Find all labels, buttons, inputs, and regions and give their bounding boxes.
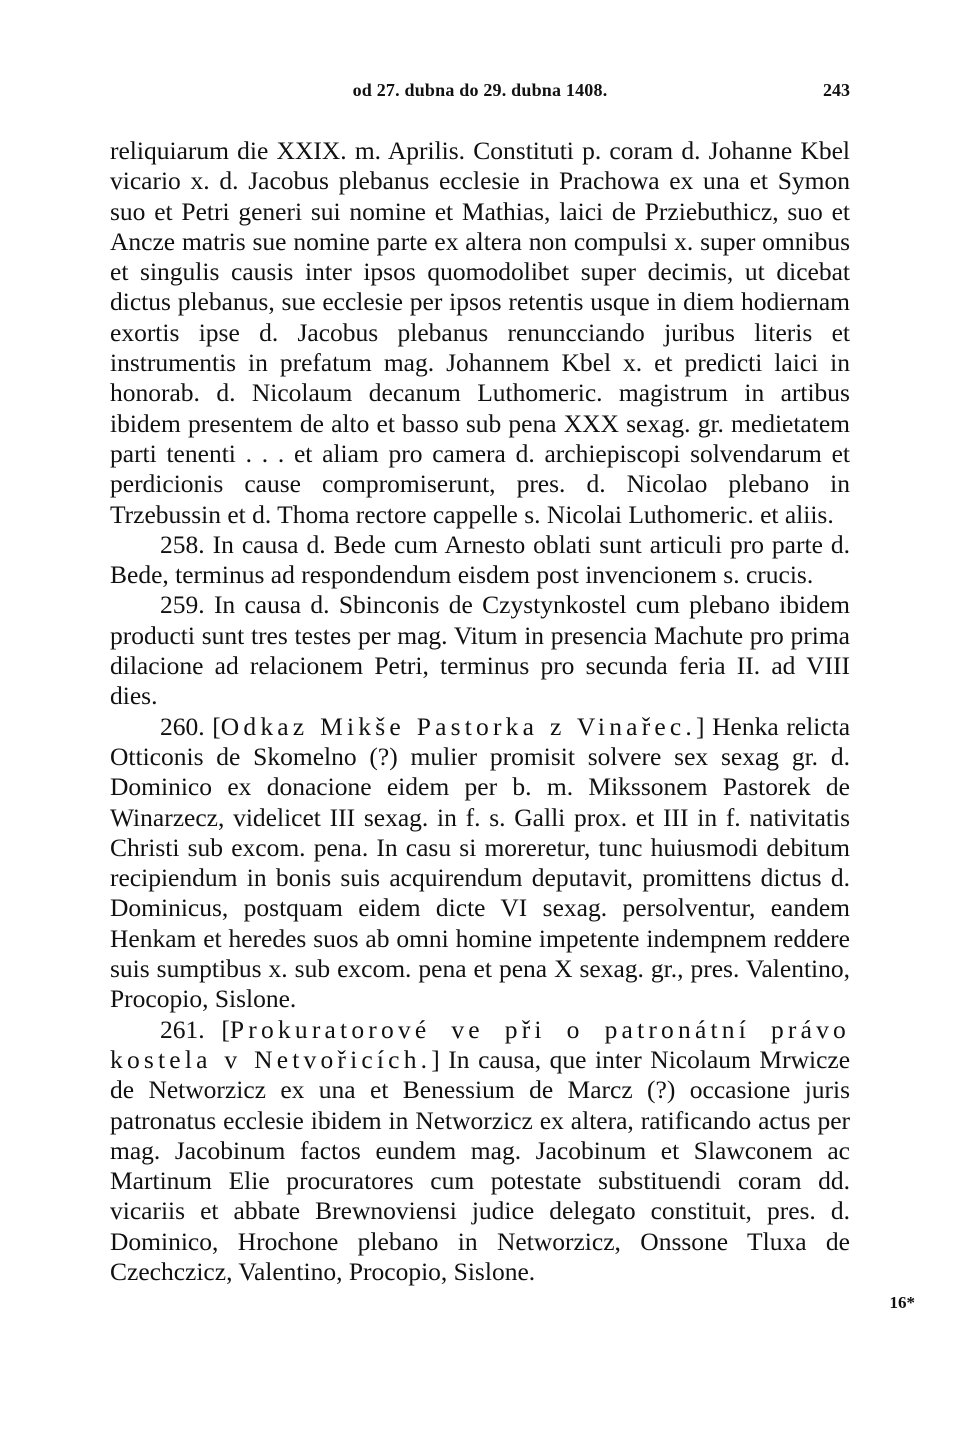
body-text	[110, 136, 850, 1287]
running-head	[110, 70, 850, 110]
entry-number: 258.	[160, 529, 205, 559]
entry-text: In causa, que inter Nicolaum Mrwicze de Networzicz ex una et Benessium de Marcz (?) occasione juris patronatus ecclesie ibidem in Networzicz ex altera, ratificando actus per mag. Jacobinum factos eundem mag. Jacobinum et Slawconem ac Martinum Elie procuratores cum potestate substituendi coram dd. vicariis et abbate Brewnoviensi judice delegato constituit, pres. d. Dominico, Hrochone plebano in Networzicz, Onssone Tluxa de Czechczicz, Valentino, Procopio, Sislone.	[110, 1044, 851, 1286]
entry-heading: Prokuratorové ve při o patronátní právo kostela v Netvořicích.	[110, 1014, 851, 1074]
entry-text: In causa d. Sbinconis de Czystynkostel cum plebano ibidem producti sunt tres testes per mag. Vitum in presencia Machute pro prima dilacione ad relacionem Petri, terminus pro secunda feria II. ad VIII dies.	[110, 590, 850, 711]
entry-heading: Odkaz Mikše Pastorka z Vinařec.	[220, 711, 696, 741]
entry-258	[110, 530, 850, 591]
entry-text: In causa d. Bede cum Arnesto oblati sunt articuli pro parte d. Bede, terminus ad respondendum eisdem post invencionem s. crucis.	[110, 529, 851, 590]
entry-text: Henka relicta Otticonis de Skomelno (?) mulier promisit solvere sex sexag gr. d. Dominico ex donacione eidem per b. m. Mikssonem Pastorek de Winarzecz, videlicet III sexag. in f. s. Galli prox. et III in f. nativitatis Christi sub excom. pena. In casu si moreretur, tunc huiusmodi debitum recipiendum in bonis suis acquirendum deputavit, promittens dictus d. Dominicus, postquam eidem dicte VI sexag. persolventur, eandem Henkam et heredes suos ab omni homine impetente indempnem reddere suis sumptibus x. sub excom. pena et pena X sexag. gr., pres. Valentino, Procopio, Sislone.	[110, 711, 851, 1014]
heading-close-bracket: ]	[696, 711, 705, 741]
running-title: od 27. dubna do 29. dubna 1408.	[352, 80, 608, 100]
entry-260	[110, 712, 850, 1015]
entry-number: 261.	[160, 1014, 205, 1044]
continuation-paragraph: reliquiarum die XXIX. m. Aprilis. Constituti p. coram d. Johanne Kbel vicario x. d. Jacobus plebanus ecclesie in Prachowa ex una et Symon suo et Petri generi sui nomine et Mathias, laici de Prziebuthicz, suo et Ancze matris sue nomine parte ex altera non compulsi x. super omnibus et singulis causis inter ipsos quomodolibet super decimis, ut dicebat dictus plebanus, sue ecclesie per ipsos retentis usque in diem hodiernam exortis ipse d. Jacobus plebanus renuncciando juribus literis et instrumentis in prefatum mag. Johannem Kbel x. et predicti laici in honorab. d. Nicolaum decanum Luthomeric. magistrum in artibus ibidem presentem de alto et basso sub pena XXX sexag. gr. medietatem parti tenenti . . . et aliam pro camera d. archiepiscopi solvendarum et perdicionis cause compromiserunt, pres. d. Nicolao plebano in Trzebussin et d. Thoma rectore cappelle s. Nicolai Luthomeric. et aliis.	[110, 136, 850, 529]
signature-mark: 16*	[889, 1293, 915, 1312]
entry-259	[110, 590, 850, 711]
heading-close-bracket: ]	[431, 1044, 440, 1074]
page-number: 243	[823, 80, 850, 100]
page	[110, 70, 850, 1287]
entry-number: 260.	[160, 711, 205, 741]
heading-open-bracket: [	[221, 1014, 230, 1044]
heading-open-bracket: [	[212, 711, 221, 741]
entry-261	[110, 1015, 850, 1288]
entry-number: 259.	[160, 590, 205, 620]
